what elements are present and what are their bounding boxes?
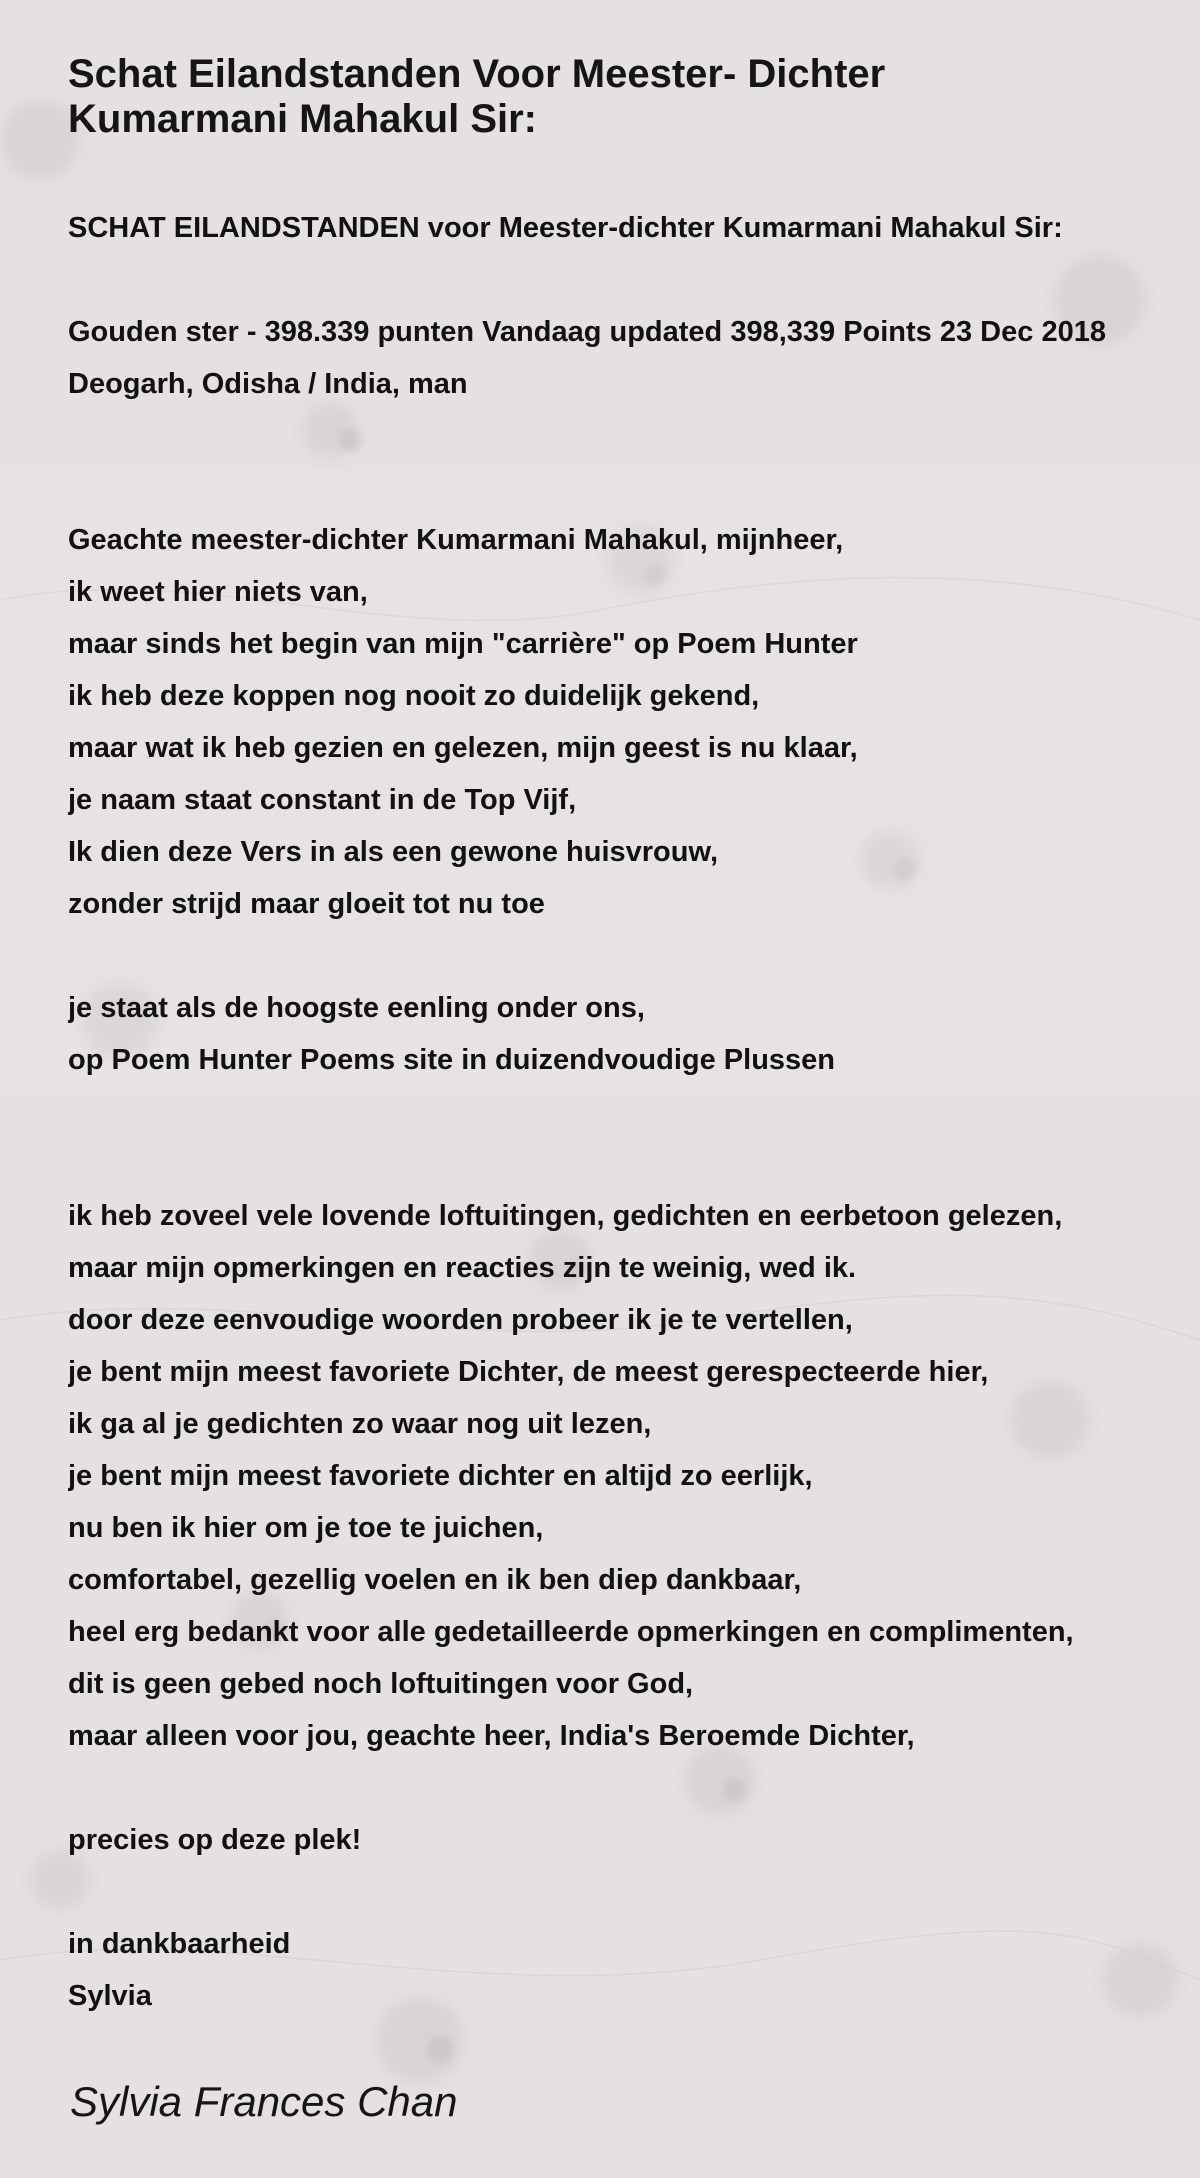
title-line: Kumarmani Mahakul Sir: <box>68 97 538 141</box>
poem-line: precies op deze plek! <box>68 1824 362 1856</box>
poem-line: heel erg bedankt voor alle gedetailleerde opmerkingen en complimenten, <box>68 1616 1074 1648</box>
poem-info-line: Gouden ster - 398.339 punten Vandaag updated 398,339 Points 23 Dec 2018 <box>68 316 1106 348</box>
poem-line: ik heb zoveel vele lovende loftuitingen, gedichten en eerbetoon gelezen, <box>68 1200 1063 1232</box>
poem-line: je bent mijn meest favoriete dichter en altijd zo eerlijk, <box>68 1460 813 1492</box>
poem-line: nu ben ik hier om je toe te juichen, <box>68 1512 544 1544</box>
poem-line: comfortabel, gezellig voelen en ik ben diep dankbaar, <box>68 1564 802 1596</box>
poem-line: ik heb deze koppen nog nooit zo duidelijk gekend, <box>68 680 760 712</box>
stanza-gap <box>68 1762 1200 1814</box>
poem-line: door deze eenvoudige woorden probeer ik je te vertellen, <box>68 1304 853 1336</box>
stanza-gap <box>68 1138 1200 1190</box>
poem-line: maar mijn opmerkingen en reacties zijn te weinig, wed ik. <box>68 1252 857 1284</box>
poem-line: op Poem Hunter Poems site in duizendvoudige Plussen <box>68 1044 836 1076</box>
poem-line: ik weet hier niets van, <box>68 576 368 608</box>
stanza-gap <box>68 254 1200 306</box>
poem-line: je bent mijn meest favoriete Dichter, de meest gerespecteerde hier, <box>68 1356 989 1388</box>
poem-line: maar alleen voor jou, geachte heer, India's Beroemde Dichter, <box>68 1720 915 1752</box>
poem-line: Ik dien deze Vers in als een gewone huisvrouw, <box>68 836 719 868</box>
title-line: Schat Eilandstanden Voor Meester- Dichter <box>68 52 886 96</box>
stanza-gap <box>68 410 1200 462</box>
poem-title <box>68 52 1168 142</box>
poem-line: dit is geen gebed noch loftuitingen voor God, <box>68 1668 694 1700</box>
poem-header-line: SCHAT EILANDSTANDEN voor Meester-dichter Kumarmani Mahakul Sir: <box>68 212 1063 244</box>
poem-line: in dankbaarheid <box>68 1928 291 1960</box>
poem-body <box>68 202 1200 2022</box>
poem-line: ik ga al je gedichten zo waar nog uit lezen, <box>68 1408 652 1440</box>
poem-line: Geachte meester-dichter Kumarmani Mahakul, mijnheer, <box>68 524 844 556</box>
poem-line: zonder strijd maar gloeit tot nu toe <box>68 888 545 920</box>
stanza-gap <box>68 930 1200 982</box>
poem-line: maar wat ik heb gezien en gelezen, mijn geest is nu klaar, <box>68 732 858 764</box>
stanza-gap <box>68 1086 1200 1138</box>
poem-info-line: Deogarh, Odisha / India, man <box>68 368 468 400</box>
poem-line: je naam staat constant in de Top Vijf, <box>68 784 577 816</box>
author-name: Sylvia Frances Chan <box>70 2078 458 2125</box>
poem-line: maar sinds het begin van mijn "carrière" op Poem Hunter <box>68 628 858 660</box>
poem-line: je staat als de hoogste eenling onder ons, <box>68 992 645 1024</box>
stanza-gap <box>68 1866 1200 1918</box>
stanza-gap <box>68 462 1200 514</box>
poem-signature: Sylvia <box>68 1980 152 2012</box>
